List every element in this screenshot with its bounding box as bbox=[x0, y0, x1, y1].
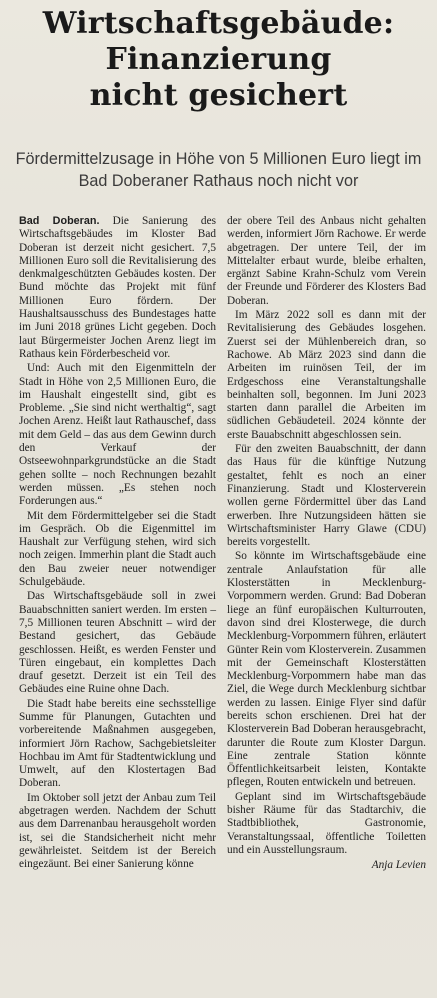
headline-line-2: Finanzierung bbox=[105, 42, 332, 77]
article-column-left bbox=[19, 215, 216, 872]
paragraph: Im März 2022 soll es dann mit der Revitalisierung des Gebäudes losgehen. Zuerst sei der Mühlenbereich dran, so Rachowe. Ab März 2023 sind dann die Arbeiten im ruinösen Teil, der im Erdgeschoss eine Veranstaltungshalle beinhalten soll, begonnen. Im Juni 2023 starten dann parallel die Arbeiten im südlichen Gebäudeteil. 2024 könnte der erste Bauabschnitt abgeschlossen sein. bbox=[227, 309, 426, 441]
paragraph: Und: Auch mit den Eigenmitteln der Stadt in Höhe von 2,5 Millionen Euro, die im Haushalt eingestellt sind, gibt es Probleme. „Sie sind nicht werthaltig“, sagt Jochen Arenz. Heißt laut Rathauschef, dass mit dem Geld – das aus dem Gewinn durch den Verkauf der Ostseewohnparkgrundstücke an die Stadt gehen sollte – noch Rechnungen bezahlt werden müssen. „Es stehen noch Forderungen aus.“ bbox=[19, 362, 216, 508]
paragraph: Das Wirtschaftsgebäude soll in zwei Bauabschnitten saniert werden. Im ersten – 7,5 Millionen teuren Abschnitt – wird der Bestand gesichert, das Gebäude geschlossen. Heißt, es werden Fenster und Türen eingebaut, ein komplettes Dach drauf gesetzt. Derzeit ist ein Teil des Gebäudes eine Ruine ohne Dach. bbox=[19, 590, 216, 696]
headline bbox=[8, 6, 429, 114]
paragraph: Geplant sind im Wirtschaftsgebäude bisher Räume für das Stadtarchiv, die Stadtbibliothek, Gastronomie, Veranstaltungssaal, öffentliche Toiletten und ein Ausstellungsraum. bbox=[227, 790, 426, 856]
subheadline: Fördermittelzusage in Höhe von 5 Millionen Euro liegt im Bad Doberaner Rathaus noch nicht vor bbox=[15, 150, 422, 190]
article-column-right bbox=[227, 215, 426, 873]
dateline: Bad Doberan. bbox=[19, 215, 100, 227]
author-byline: Anja Levien bbox=[371, 859, 426, 872]
paragraph: Für den zweiten Bauabschnitt, der dann das Haus für die künftige Nutzung gestaltet, fehlt es noch an einer Finanzierung. Stadt und Klosterverein wollen gerne Fördermittel über das Land erwerben. Ihre Nutzungsideen hätten sie Wirtschaftsminister Harry Glawe (CDU) bereits vorgestellt. bbox=[227, 443, 426, 549]
paragraph: Bad Doberan. Die Sanierung des Wirtschaftsgebäudes im Kloster Bad Doberan ist derzeit nicht gesichert. 7,5 Millionen Euro soll die Revitalisierung des denkmalgeschützten Gebäudes kosten. Der Bund möchte das Projekt mit fünf Millionen Euro fördern. Der Haushaltsausschuss des Bundestages hatte im Juni 2018 grünes Licht gegeben. Doch laut Bürgermeister Jochen Arenz liegt im Rathaus kein Förderbescheid vor. bbox=[19, 215, 216, 360]
headline-line-3: nicht gesichert bbox=[89, 78, 348, 113]
paragraph: Mit dem Fördermittelgeber sei die Stadt im Gespräch. Ob die Eigenmittel im Haushalt zur Verfügung stehen, wird sich noch zeigen. Immerhin plant die Stadt auch den Bau zweier neuer notwendiger Schulgebäude. bbox=[19, 509, 216, 589]
paragraph: Die Stadt habe bereits eine sechsstellige Summe für Planungen, Gutachten und vorbereitende Maßnahmen ausgegeben, informiert Jörn Rachow, Sachgebietsleiter Hochbau im Amt für Stadtentwicklung und Umwelt, auf den Klostertagen Bad Doberan. bbox=[19, 697, 216, 790]
headline-line-1: Wirtschaftsgebäude: bbox=[42, 6, 395, 41]
paragraph: Im Oktober soll jetzt der Anbau zum Teil abgetragen werden. Nachdem der Schutt aus dem Darrenanbau herausgeholt worden ist, sei die Standsicherheit nicht mehr gewährleistet. Seitdem ist der Bereich eingezäunt. Bei einer Sanierung könne bbox=[19, 791, 216, 871]
paragraph: der obere Teil des Anbaus nicht gehalten werden, informiert Jörn Rachowe. Er werde abgetragen. Der untere Teil, der im Mittelalter erbaut wurde, bleibe erhalten, ergänzt Sabine Krahn-Schulz vom Verein der Freunde und Förderer des Klosters Bad Doberan. bbox=[227, 215, 426, 307]
paragraph: So könnte im Wirtschaftsgebäude eine zentrale Anlaufstation für alle Klosterstätten in Mecklenburg-Vorpommern werden. Grund: Bad Doberan liege an fünf europäischen Kulturrouten, davon sind drei Klosterwege, die durch Mecklenburg-Vorpommern führen, erläutert Günter Rein vom Klosterverein. Zusammen mit der Gemeinschaft Klosterstätten Mecklenburg-Vorpommern habe man das Ziel, die Wege durch Mecklenburg sichtbar werden zu lassen. Einige Flyer sind dafür bereits schon erschienen. Drei hat der Klosterverein Bad Doberan herausgebracht, darunter die Route zum Kloster Dargun. Eine zentrale Station könnte Öffentlichkeitsarbeit leisten, Kontakte pflegen, Routen entwickeln und betreuen. bbox=[227, 550, 426, 789]
